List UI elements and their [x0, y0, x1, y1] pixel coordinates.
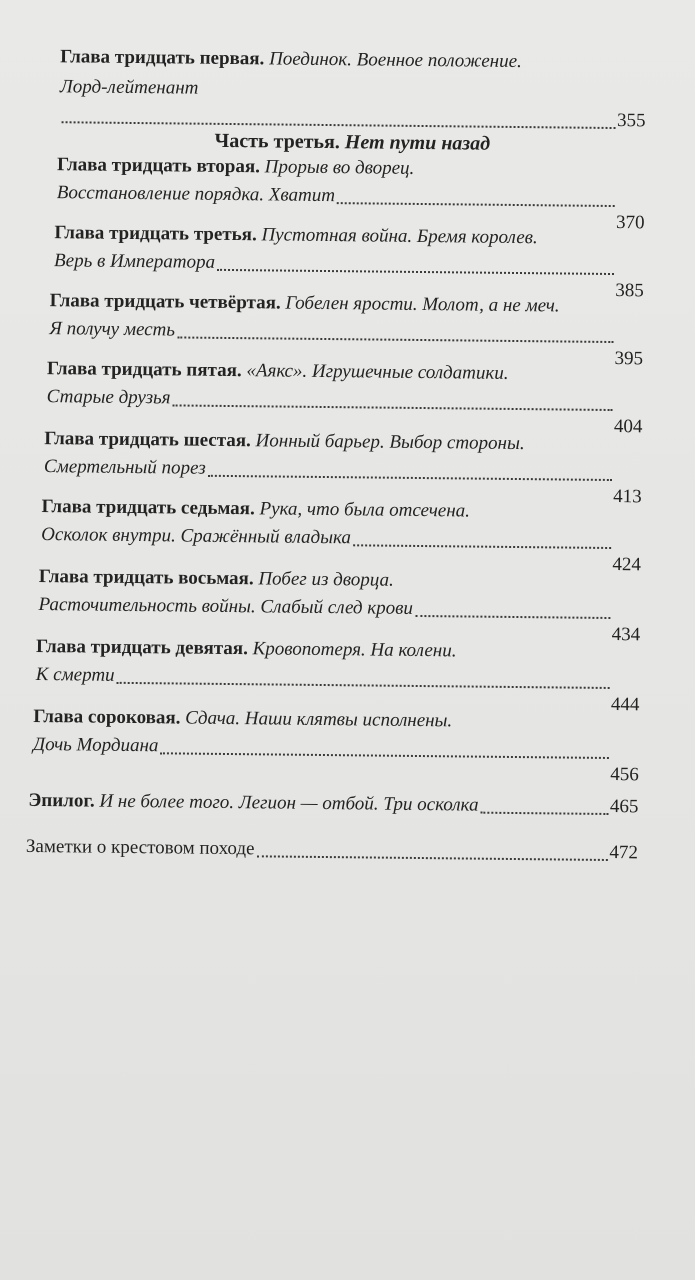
- page-number: 385: [615, 280, 644, 302]
- toc-entry-ch36[interactable]: [43, 426, 643, 508]
- chapter-label: Глава тридцать третья.: [54, 222, 257, 246]
- toc-entry-ch37[interactable]: [41, 494, 642, 576]
- leader-dots: [256, 855, 607, 861]
- chapter-title: Прорыв во дворец.: [264, 156, 415, 179]
- page-number: 424: [612, 554, 642, 576]
- chapter-subtitle: Смертельный порез: [43, 456, 206, 479]
- leader-dots: [117, 682, 610, 689]
- page-number: 370: [615, 212, 645, 234]
- chapter-label: Глава тридцать девятая.: [35, 635, 248, 660]
- chapter-subtitle: Я получу месть: [49, 318, 176, 341]
- page-number: 413: [613, 486, 642, 508]
- chapter-label: Глава сороковая.: [33, 705, 181, 729]
- chapter-label: Глава тридцать восьмая.: [38, 566, 254, 590]
- chapter-subtitle: Лорд-лейтенант: [59, 76, 199, 99]
- leader-dots: [208, 475, 612, 481]
- leader-dots: [415, 615, 610, 619]
- table-of-contents: [0, 40, 695, 864]
- leader-dots: [480, 812, 607, 815]
- epilogue-label: Эпилог.: [28, 789, 95, 812]
- chapter-subtitle: Дочь Мордиана: [32, 733, 159, 757]
- page-number: 456: [610, 764, 639, 786]
- page-number: 355: [616, 110, 646, 132]
- leader-dots: [172, 404, 612, 411]
- page-number: 434: [611, 624, 641, 646]
- toc-entry-ch31[interactable]: [59, 44, 646, 134]
- chapter-title: Ионный барьер. Выбор стороны.: [255, 430, 525, 455]
- chapter-label: Глава тридцать четвёртая.: [49, 290, 281, 314]
- chapter-label: Глава тридцать седьмая.: [41, 496, 255, 520]
- chapter-subtitle: Расточительность войны. Слабый след крови: [38, 594, 414, 619]
- chapter-label: Глава тридцать шестая.: [44, 428, 251, 452]
- chapter-title: Пустотная война. Бремя королев.: [261, 224, 538, 249]
- chapter-subtitle: Старые друзья: [46, 386, 171, 409]
- toc-entry-ch33[interactable]: [53, 220, 645, 302]
- chapter-title: Поединок. Военное положение.: [269, 48, 522, 73]
- chapter-subtitle: Восстановление порядка. Хватит: [56, 182, 336, 207]
- toc-entry-ch39[interactable]: [35, 634, 641, 716]
- page-number: 404: [613, 416, 643, 438]
- toc-entry-ch34[interactable]: [49, 288, 644, 370]
- toc-entry-ch38[interactable]: [38, 564, 641, 646]
- chapter-title: Кровопотеря. На колени.: [252, 638, 457, 662]
- notes-title: Заметки о крестовом походе: [25, 835, 255, 860]
- chapter-label: Глава тридцать первая.: [60, 46, 265, 70]
- chapter-subtitle: К смерти: [35, 663, 115, 686]
- part-title: Нет пути назад: [344, 131, 491, 155]
- toc-entry-notes[interactable]: [26, 834, 638, 866]
- toc-entry-ch40[interactable]: [32, 704, 640, 786]
- chapter-label: Глава тридцать вторая.: [57, 154, 261, 178]
- leader-dots: [217, 269, 614, 275]
- leader-dots: [177, 336, 613, 343]
- page-number: 444: [610, 694, 640, 716]
- chapter-title: Побег из дворца.: [258, 568, 394, 591]
- leader-dots: [353, 544, 611, 549]
- page-number: 395: [614, 348, 644, 370]
- toc-entry-ch35[interactable]: [46, 356, 644, 438]
- chapter-subtitle: Верь в Императора: [53, 250, 216, 273]
- leader-dots: [160, 752, 608, 759]
- chapter-title: «Аякс». Игрушечные солдатики.: [246, 360, 509, 384]
- epilogue-title: И не более того. Легион — отбой. Три осколка: [99, 790, 479, 816]
- chapter-title: Сдача. Наши клятвы исполнены.: [185, 707, 453, 732]
- chapter-title: Гобелен ярости. Молот, а не меч.: [285, 292, 560, 317]
- part-label: Часть третья.: [214, 129, 340, 154]
- toc-entry-ch32[interactable]: [56, 152, 646, 234]
- chapter-title: Рука, что была отсечена.: [259, 498, 471, 522]
- chapter-label: Глава тридцать пятая.: [46, 358, 242, 382]
- page-number: 465: [609, 796, 639, 818]
- chapter-subtitle: Осколок внутри. Сражённый владыка: [41, 524, 352, 549]
- leader-dots: [337, 202, 614, 207]
- page-number: 472: [609, 842, 639, 864]
- toc-entry-epilogue[interactable]: [28, 788, 638, 820]
